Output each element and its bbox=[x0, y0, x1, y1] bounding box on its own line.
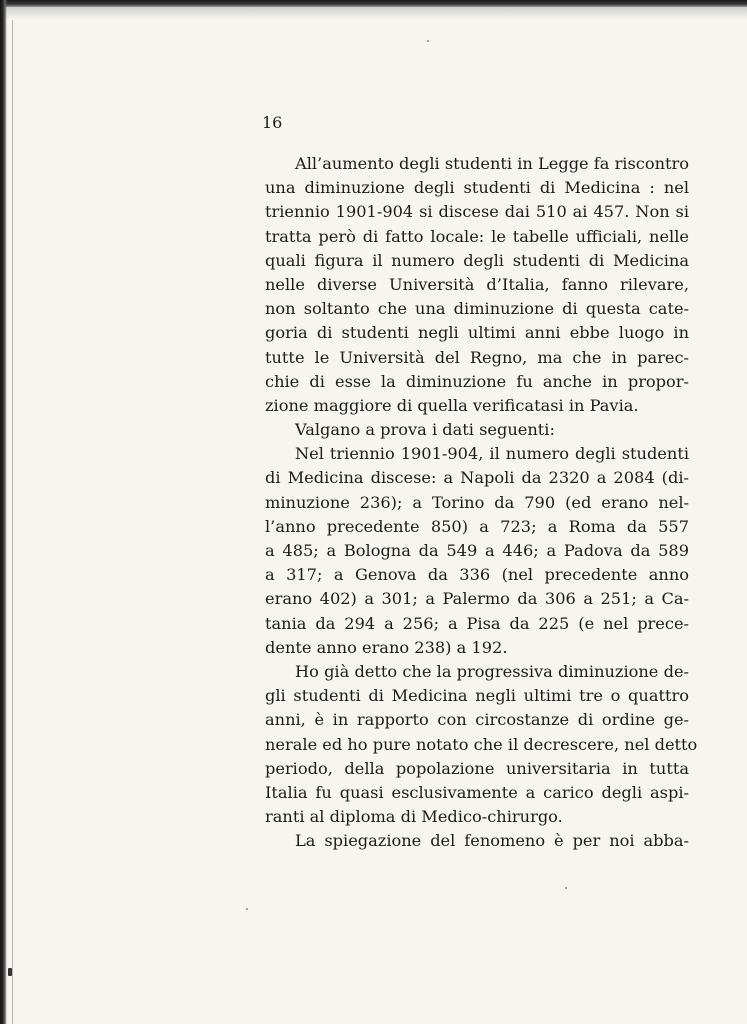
text-line: tania da 294 a 256; a Pisa da 225 (e nel prece- bbox=[265, 613, 689, 633]
body-text bbox=[265, 152, 698, 853]
text-line: erano 402) a 301; a Palermo da 306 a 251; a Ca- bbox=[265, 589, 689, 609]
text-line: triennio 1901-904 si discese dai 510 ai 457. Non si bbox=[265, 202, 689, 222]
text-line: nelle diverse Università d’Italia, fanno rilevare, bbox=[265, 274, 689, 294]
page-number: 16 bbox=[262, 113, 283, 132]
scan-speck bbox=[246, 908, 248, 910]
scan-speck bbox=[427, 40, 429, 42]
text-line: a 317; a Genova da 336 (nel precedente anno bbox=[265, 565, 689, 585]
text-line: nerale ed ho pure notato che il decrescere, nel detto bbox=[265, 734, 698, 754]
text-line: tratta però di fatto locale: le tabelle ufficiali, nelle bbox=[265, 226, 689, 246]
text-line: All’aumento degli studenti in Legge fa riscontro bbox=[295, 154, 690, 173]
scan-speck bbox=[565, 887, 567, 889]
text-line: non soltanto che una diminuzione di questa cate- bbox=[265, 299, 689, 319]
text-line: dente anno erano 238) a 192. bbox=[265, 637, 508, 657]
text-line: zione maggiore di quella verificatasi in Pavia. bbox=[265, 395, 639, 415]
text-line: Nel triennio 1901-904, il numero degli studenti bbox=[295, 444, 689, 464]
text-line: gli studenti di Medicina negli ultimi tre o quattro bbox=[265, 686, 689, 706]
scan-binding-edge bbox=[0, 0, 7, 1024]
text-line: tutte le Università del Regno, ma che in parec- bbox=[265, 347, 689, 367]
text-line: goria di studenti negli ultimi anni ebbe luogo in bbox=[265, 323, 689, 343]
text-line: una diminuzione degli studenti di Medicina : nel bbox=[265, 178, 689, 198]
text-line: chie di esse la diminuzione fu anche in propor- bbox=[265, 371, 689, 391]
scan-top-shadow bbox=[0, 7, 747, 19]
scan-spine-line bbox=[12, 20, 13, 1024]
text-line: di Medicina discese: a Napoli da 2320 a 2084 (di- bbox=[265, 468, 689, 488]
text-line: anni, è in rapporto con circostanze di ordine ge- bbox=[265, 710, 689, 730]
text-line: minuzione 236); a Torino da 790 (ed erano nel- bbox=[265, 492, 689, 512]
scan-top-edge bbox=[0, 0, 747, 7]
text-line: Valgano a prova i dati seguenti: bbox=[295, 420, 555, 440]
text-line: periodo, della popolazione universitaria in tutta bbox=[265, 758, 689, 778]
text-line: Ho già detto che la progressiva diminuzione de- bbox=[295, 661, 689, 681]
scan-speck bbox=[8, 968, 12, 976]
text-line: l’anno precedente 850) a 723; a Roma da 557 bbox=[265, 516, 689, 536]
text-line: ranti al diploma di Medico-chirurgo. bbox=[265, 807, 563, 827]
text-line: quali figura il numero degli studenti di Medicina bbox=[265, 250, 689, 270]
text-line: La spiegazione del fenomeno è per noi abba- bbox=[295, 831, 689, 851]
text-line: Italia fu quasi esclusivamente a carico degli aspi- bbox=[265, 782, 689, 802]
text-line: a 485; a Bologna da 549 a 446; a Padova da 589 bbox=[265, 541, 689, 560]
